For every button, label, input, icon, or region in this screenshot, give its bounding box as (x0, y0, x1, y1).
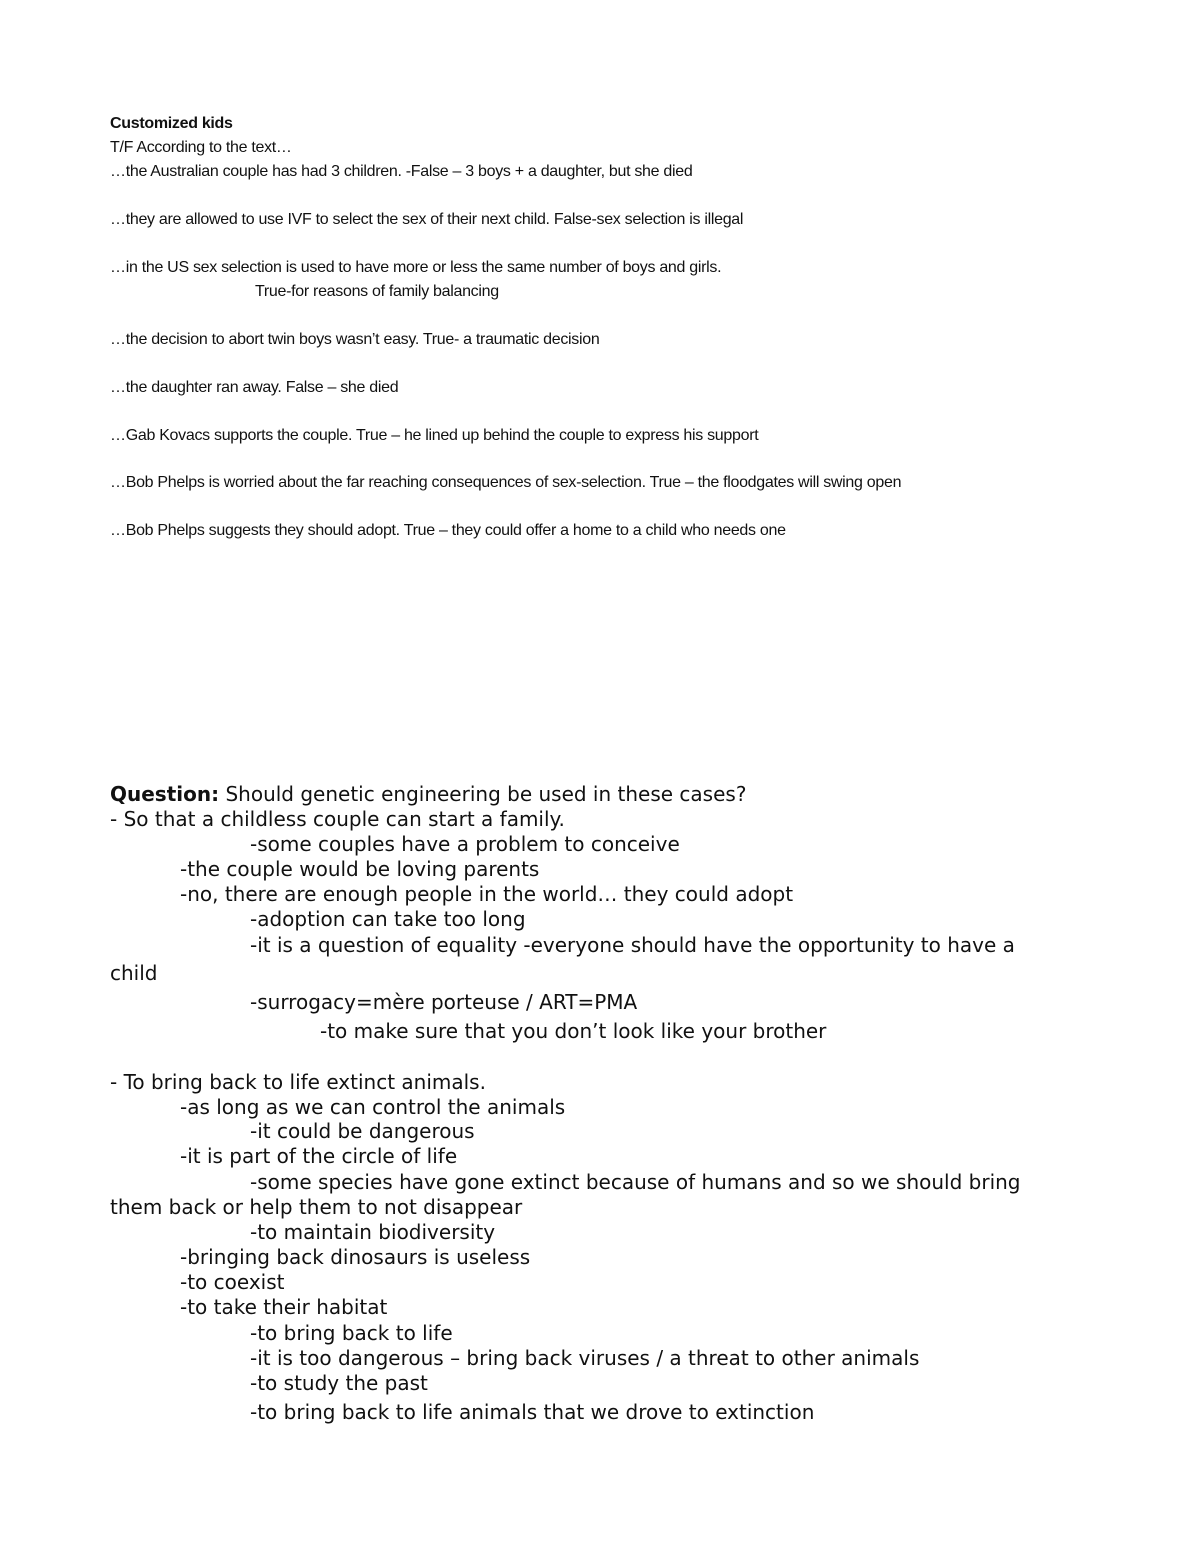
tf-item-continuation: True-for reasons of family balancing (255, 283, 499, 300)
section-subtitle: T/F According to the text… (110, 139, 292, 156)
argument-line: -to coexist (180, 1270, 285, 1294)
argument-line: -some species have gone extinct because of humans and so we should bring (250, 1170, 1021, 1194)
argument-line: -no, there are enough people in the world… they could adopt (180, 882, 794, 906)
section-title: Customized kids (110, 115, 233, 132)
tf-item: …in the US sex selection is used to have more or less the same number of boys and girls. (110, 259, 722, 276)
question-text: Should genetic engineering be used in these cases? (219, 782, 747, 806)
argument-line: -it could be dangerous (250, 1119, 475, 1143)
argument-line-continuation: them back or help them to not disappear (110, 1195, 523, 1219)
argument-line: -to maintain biodiversity (250, 1220, 496, 1244)
argument-line-continuation: child (110, 961, 158, 985)
argument-line: -to bring back to life (250, 1321, 453, 1345)
case-heading: - So that a childless couple can start a family. (110, 807, 565, 831)
argument-line: -bringing back dinosaurs is useless (180, 1245, 531, 1269)
tf-item: …Gab Kovacs supports the couple. True – he lined up behind the couple to express his support (110, 427, 759, 444)
argument-line: -to make sure that you don’t look like your brother (320, 1019, 827, 1043)
argument-line: -it is a question of equality -everyone should have the opportunity to have a (250, 933, 1015, 957)
argument-line: -it is part of the circle of life (180, 1144, 458, 1168)
tf-item: …they are allowed to use IVF to select the sex of their next child. False-sex selection is illegal (110, 211, 744, 228)
argument-line: -as long as we can control the animals (180, 1095, 566, 1119)
argument-line: -it is too dangerous – bring back viruses / a threat to other animals (250, 1346, 920, 1370)
tf-item: …the daughter ran away. False – she died (110, 379, 399, 396)
tf-item: …Bob Phelps suggests they should adopt. True – they could offer a home to a child who needs one (110, 522, 786, 539)
question-label: Question: (110, 782, 220, 806)
argument-line: -the couple would be loving parents (180, 857, 540, 881)
tf-item: …the Australian couple has had 3 children. -False – 3 boys + a daughter, but she died (110, 163, 693, 180)
argument-line: -to study the past (250, 1371, 428, 1395)
argument-line: -to take their habitat (180, 1295, 388, 1319)
tf-item: …the decision to abort twin boys wasn’t easy. True- a traumatic decision (110, 331, 600, 348)
question-heading (110, 781, 746, 807)
argument-line: -adoption can take too long (250, 907, 526, 931)
argument-line: -surrogacy=mère porteuse / ART=PMA (250, 990, 638, 1014)
argument-line: -some couples have a problem to conceive (250, 832, 680, 856)
case-heading: - To bring back to life extinct animals. (110, 1070, 486, 1094)
argument-line: -to bring back to life animals that we drove to extinction (250, 1400, 815, 1424)
tf-item: …Bob Phelps is worried about the far reaching consequences of sex-selection. True – the floodgates will swing open (110, 474, 902, 491)
